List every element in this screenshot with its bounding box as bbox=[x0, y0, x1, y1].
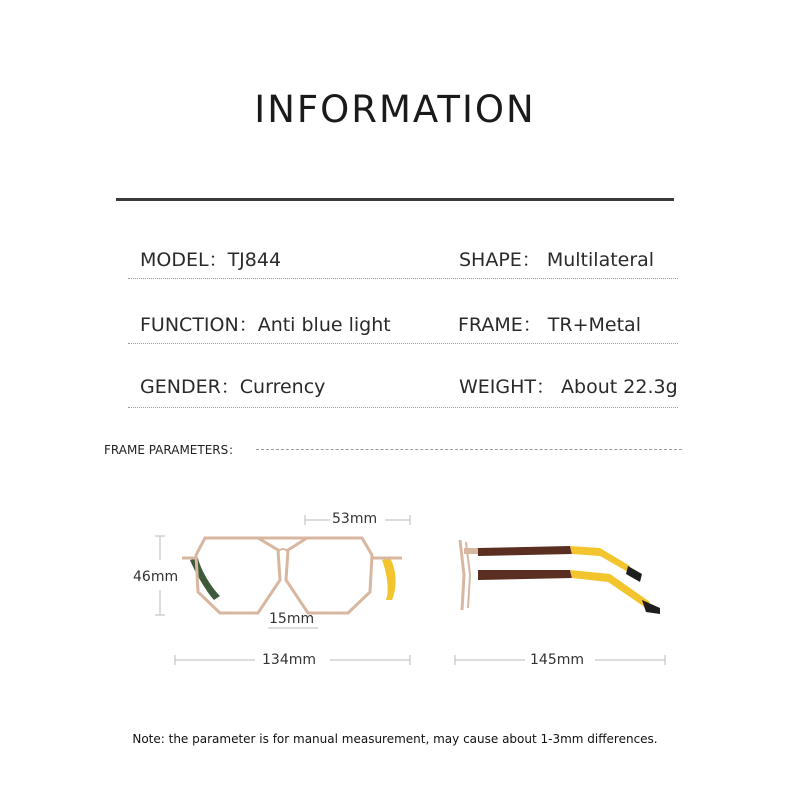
frame-parameters-divider bbox=[256, 449, 682, 450]
spec-function: FUNCTION：Anti blue light bbox=[140, 314, 391, 336]
temple-tip-lower bbox=[642, 600, 660, 614]
spec-frame: FRAME： TR+Metal bbox=[458, 314, 641, 336]
spec-weight: WEIGHT： About 22.3g bbox=[459, 376, 678, 398]
frame-front-edge bbox=[460, 540, 464, 610]
temple-upper-yellow bbox=[570, 546, 630, 572]
spec-shape: SHAPE： Multilateral bbox=[459, 249, 655, 271]
temple-length-label: 145mm bbox=[530, 652, 584, 668]
lens-width-label: 53mm bbox=[332, 511, 378, 527]
temple-tip-right bbox=[382, 558, 396, 600]
page-title: INFORMATION bbox=[254, 88, 536, 131]
spec-gender: GENDER：Currency bbox=[140, 376, 326, 398]
spec-divider bbox=[128, 407, 678, 408]
bridge bbox=[278, 549, 288, 552]
spec-divider bbox=[128, 343, 678, 344]
measurement-note: Note: the parameter is for manual measurement, may cause about 1-3mm differences. bbox=[132, 732, 658, 746]
temple-upper-brown bbox=[478, 546, 572, 556]
frame-width-label: 134mm bbox=[262, 652, 316, 668]
temple-lower-brown bbox=[478, 570, 572, 580]
lens-right bbox=[286, 538, 372, 613]
title-divider bbox=[116, 198, 674, 201]
spec-divider bbox=[128, 278, 678, 279]
lens-height-label: 46mm bbox=[133, 569, 179, 585]
lens-left bbox=[196, 538, 280, 613]
temple-tip-upper bbox=[626, 566, 642, 582]
frame-parameters-label: FRAME PARAMETERS： bbox=[104, 443, 241, 457]
spec-model: MODEL：TJ844 bbox=[140, 249, 282, 271]
hinge bbox=[464, 548, 478, 554]
temple-tip-left bbox=[190, 558, 220, 600]
bridge-width-label: 15mm bbox=[269, 611, 315, 627]
